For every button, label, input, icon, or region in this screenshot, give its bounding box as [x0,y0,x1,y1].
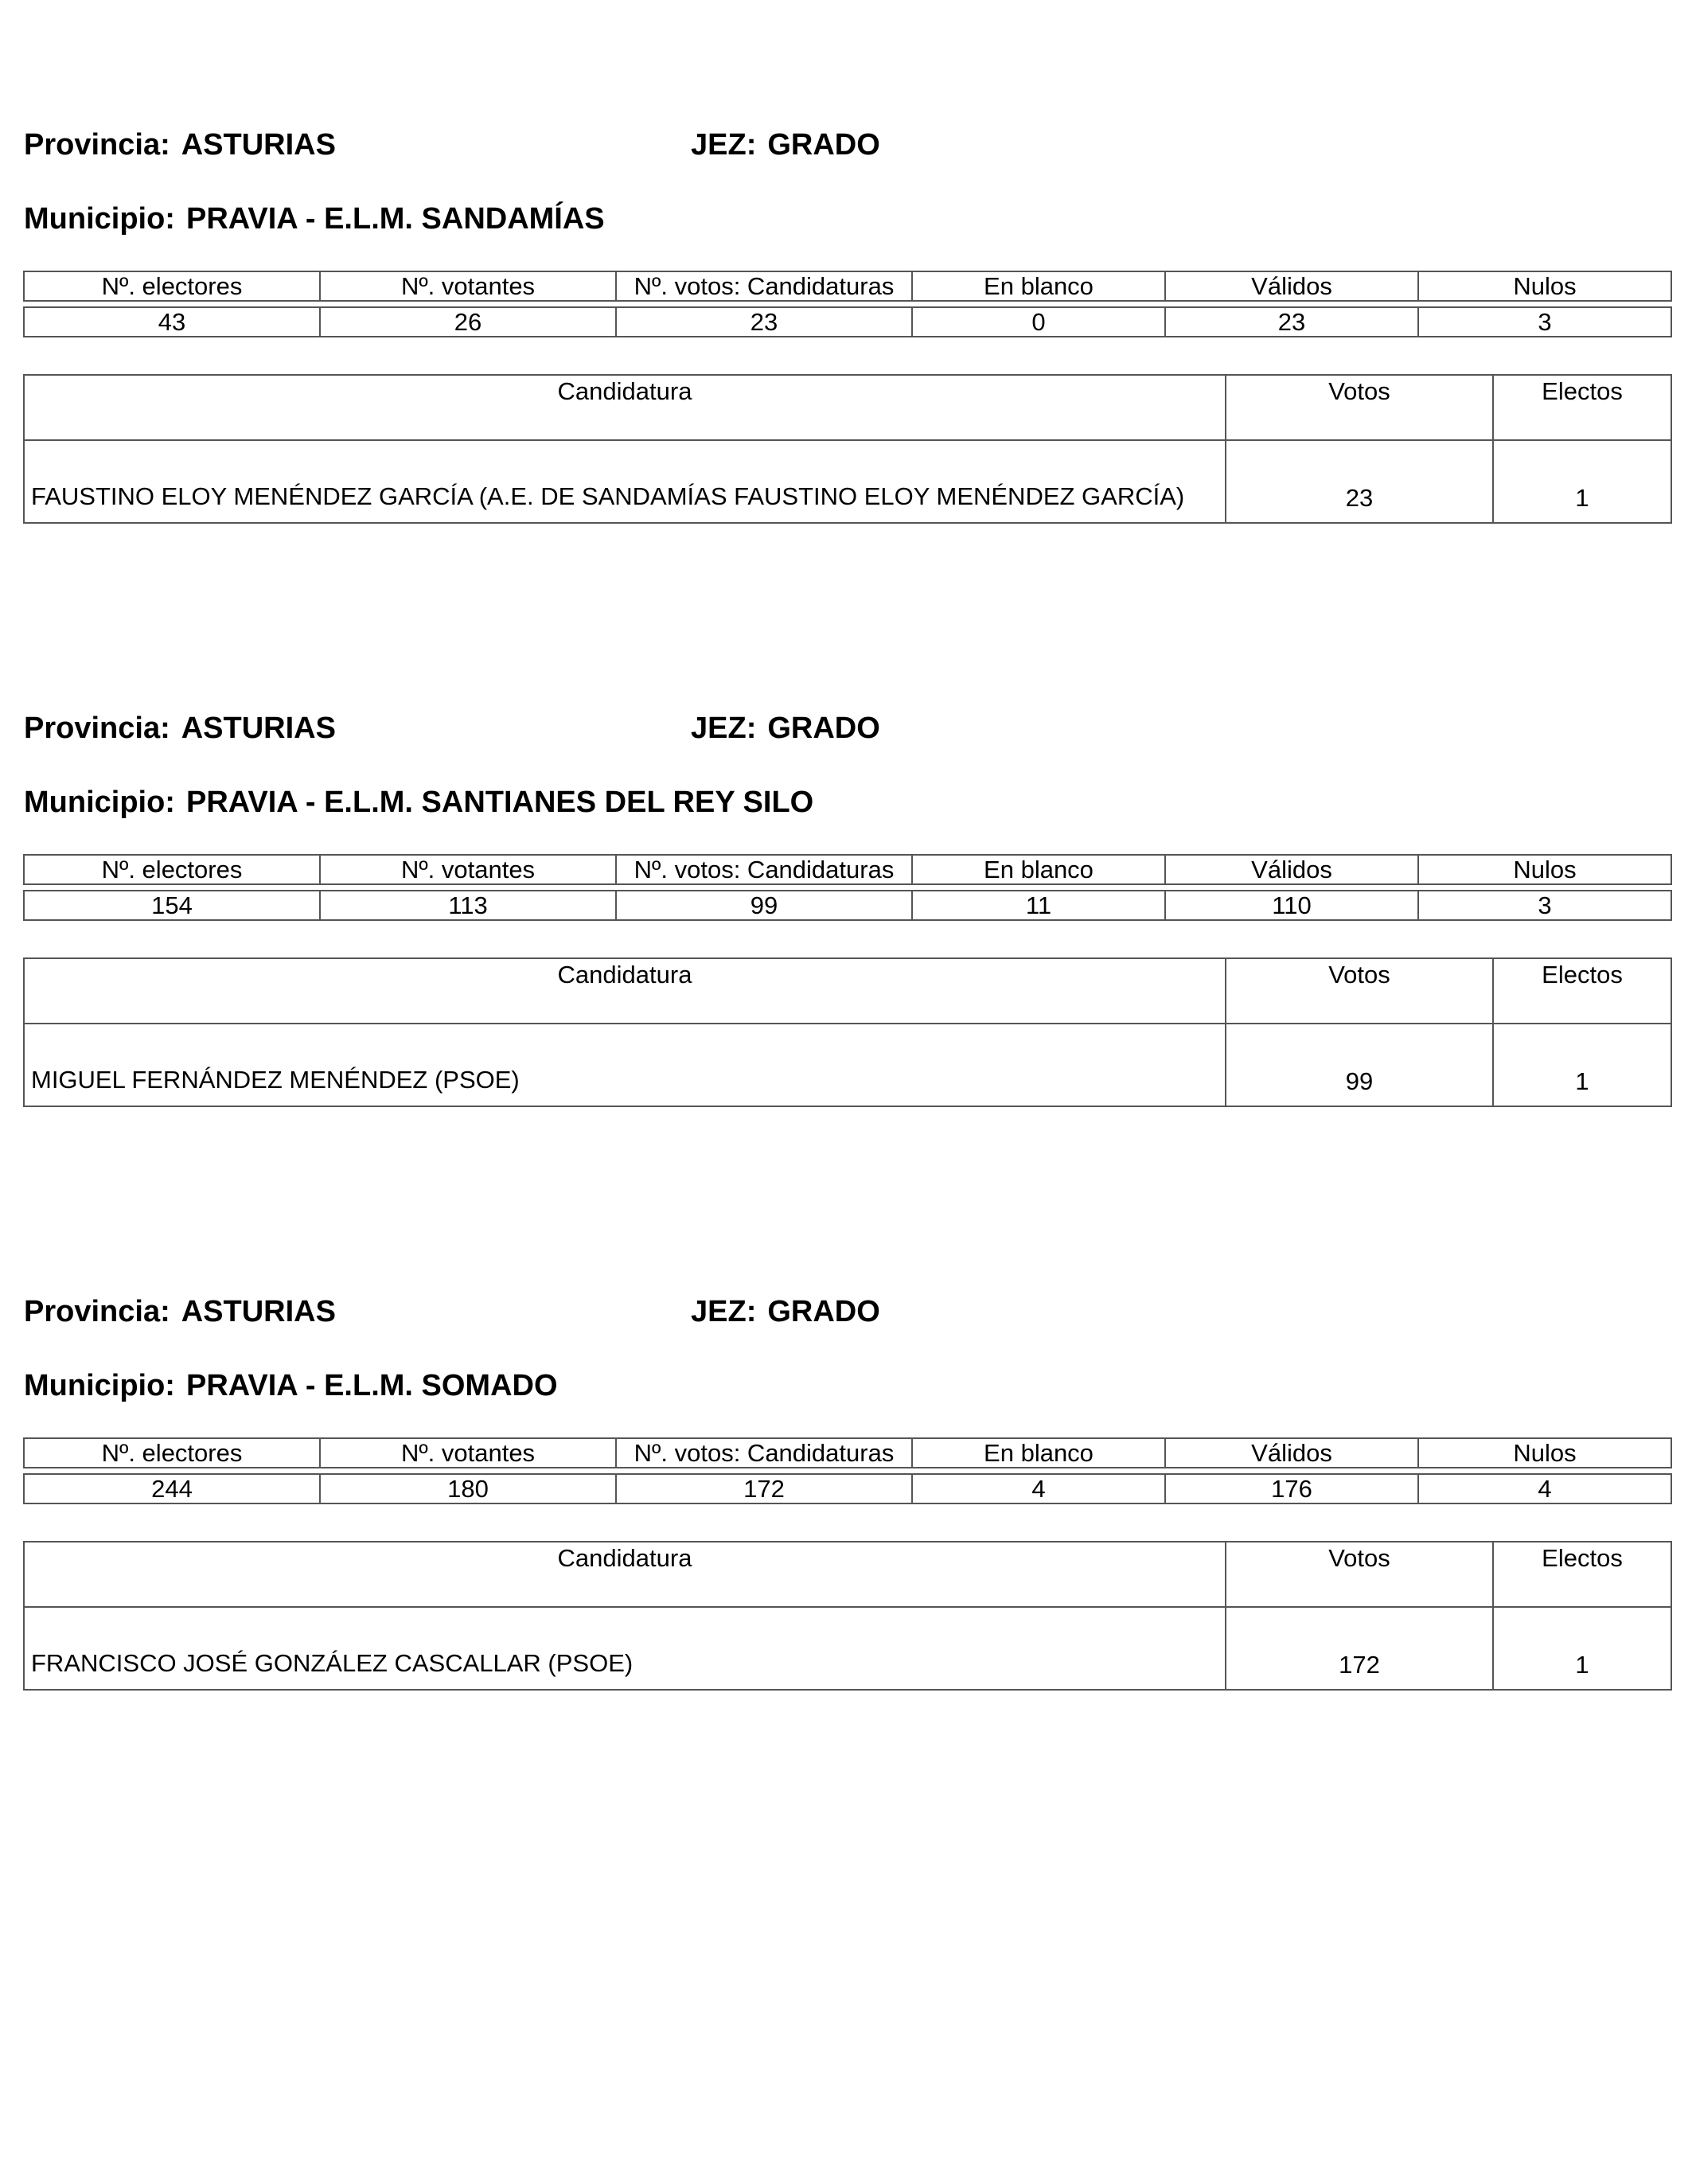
validos-value: 176 [1165,1474,1418,1503]
candidatura-header: Candidatura [24,375,1226,440]
votos-candidaturas-value: 172 [616,1474,912,1503]
candidatura-header: Candidatura [24,958,1226,1024]
nulos-header: Nulos [1418,1438,1671,1468]
stats-table [23,1437,1672,1504]
candidate-votos: 172 [1226,1607,1493,1690]
stats-spacer [24,884,1671,891]
votos-candidaturas-header: Nº. votos: Candidaturas [616,855,912,884]
municipio-label: Municipio: [24,202,175,236]
electores-header: Nº. electores [24,1438,320,1468]
nulos-value: 4 [1418,1474,1671,1503]
candidates-table [23,1541,1672,1691]
votos-candidaturas-value: 23 [616,307,912,337]
en-blanco-value: 11 [912,891,1165,920]
provincia-value: ASTURIAS [181,712,336,745]
stats-header-row [24,855,1671,884]
candidates-header-row [24,958,1671,1024]
municipio-label: Municipio: [24,1369,175,1402]
provincia-heading [24,1297,336,1327]
electores-header: Nº. electores [24,271,320,301]
en-blanco-header: En blanco [912,855,1165,884]
electos-header: Electos [1493,1542,1671,1607]
votos-header: Votos [1226,375,1493,440]
jez-label: JEZ: [691,712,757,745]
jez-label: JEZ: [691,128,757,162]
votantes-value: 26 [320,307,616,337]
municipio-heading [24,1371,558,1401]
votantes-header: Nº. votantes [320,1438,616,1468]
jez-label: JEZ: [691,1295,757,1328]
candidate-row [24,440,1671,523]
candidate-name: FAUSTINO ELOY MENÉNDEZ GARCÍA (A.E. DE SANDAMÍAS FAUSTINO ELOY MENÉNDEZ GARCÍA) [24,440,1226,523]
provincia-value: ASTURIAS [181,128,336,162]
stats-table [23,271,1672,337]
nulos-value: 3 [1418,307,1671,337]
en-blanco-header: En blanco [912,271,1165,301]
provincia-value: ASTURIAS [181,1295,336,1328]
provincia-label: Provincia: [24,712,170,745]
en-blanco-header: En blanco [912,1438,1165,1468]
electores-value: 244 [24,1474,320,1503]
votantes-value: 113 [320,891,616,920]
votos-candidaturas-value: 99 [616,891,912,920]
candidate-name: FRANCISCO JOSÉ GONZÁLEZ CASCALLAR (PSOE) [24,1607,1226,1690]
votos-header: Votos [1226,958,1493,1024]
nulos-value: 3 [1418,891,1671,920]
election-section-1 [0,0,1692,512]
municipio-value: PRAVIA - E.L.M. SANDAMÍAS [185,202,605,236]
candidate-row [24,1024,1671,1106]
electos-header: Electos [1493,958,1671,1024]
municipio-heading [24,787,813,817]
candidate-electos: 1 [1493,440,1671,523]
jez-value: GRADO [767,1295,880,1328]
municipio-heading [24,204,605,234]
municipio-label: Municipio: [24,786,175,819]
stats-header-row [24,1438,1671,1468]
provincia-label: Provincia: [24,1295,170,1328]
validos-header: Válidos [1165,271,1418,301]
candidates-table [23,374,1672,524]
candidate-votos: 99 [1226,1024,1493,1106]
votantes-header: Nº. votantes [320,271,616,301]
stats-value-row [24,307,1671,337]
jez-value: GRADO [767,128,880,162]
en-blanco-value: 4 [912,1474,1165,1503]
stats-table [23,854,1672,921]
provincia-heading [24,130,336,160]
stats-spacer [24,301,1671,307]
election-section-2 [0,583,1692,1095]
provincia-heading [24,713,336,743]
candidates-header-row [24,375,1671,440]
electores-header: Nº. electores [24,855,320,884]
votos-header: Votos [1226,1542,1493,1607]
votos-candidaturas-header: Nº. votos: Candidaturas [616,1438,912,1468]
election-section-3 [0,1167,1692,1679]
candidate-row [24,1607,1671,1690]
stats-value-row [24,891,1671,920]
stats-spacer [24,1468,1671,1474]
electos-header: Electos [1493,375,1671,440]
candidate-electos: 1 [1493,1024,1671,1106]
stats-header-row [24,271,1671,301]
validos-value: 110 [1165,891,1418,920]
votantes-value: 180 [320,1474,616,1503]
candidate-votos: 23 [1226,440,1493,523]
candidate-electos: 1 [1493,1607,1671,1690]
jez-heading [691,130,880,160]
provincia-label: Provincia: [24,128,170,162]
validos-value: 23 [1165,307,1418,337]
en-blanco-value: 0 [912,307,1165,337]
nulos-header: Nulos [1418,855,1671,884]
jez-value: GRADO [767,712,880,745]
jez-heading [691,1297,880,1327]
electores-value: 154 [24,891,320,920]
candidatura-header: Candidatura [24,1542,1226,1607]
candidate-name: MIGUEL FERNÁNDEZ MENÉNDEZ (PSOE) [24,1024,1226,1106]
jez-heading [691,713,880,743]
candidates-table [23,957,1672,1107]
validos-header: Válidos [1165,1438,1418,1468]
nulos-header: Nulos [1418,271,1671,301]
validos-header: Válidos [1165,855,1418,884]
electores-value: 43 [24,307,320,337]
stats-value-row [24,1474,1671,1503]
votos-candidaturas-header: Nº. votos: Candidaturas [616,271,912,301]
municipio-value: PRAVIA - E.L.M. SANTIANES DEL REY SILO [185,786,814,819]
votantes-header: Nº. votantes [320,855,616,884]
candidates-header-row [24,1542,1671,1607]
municipio-value: PRAVIA - E.L.M. SOMADO [185,1369,558,1402]
